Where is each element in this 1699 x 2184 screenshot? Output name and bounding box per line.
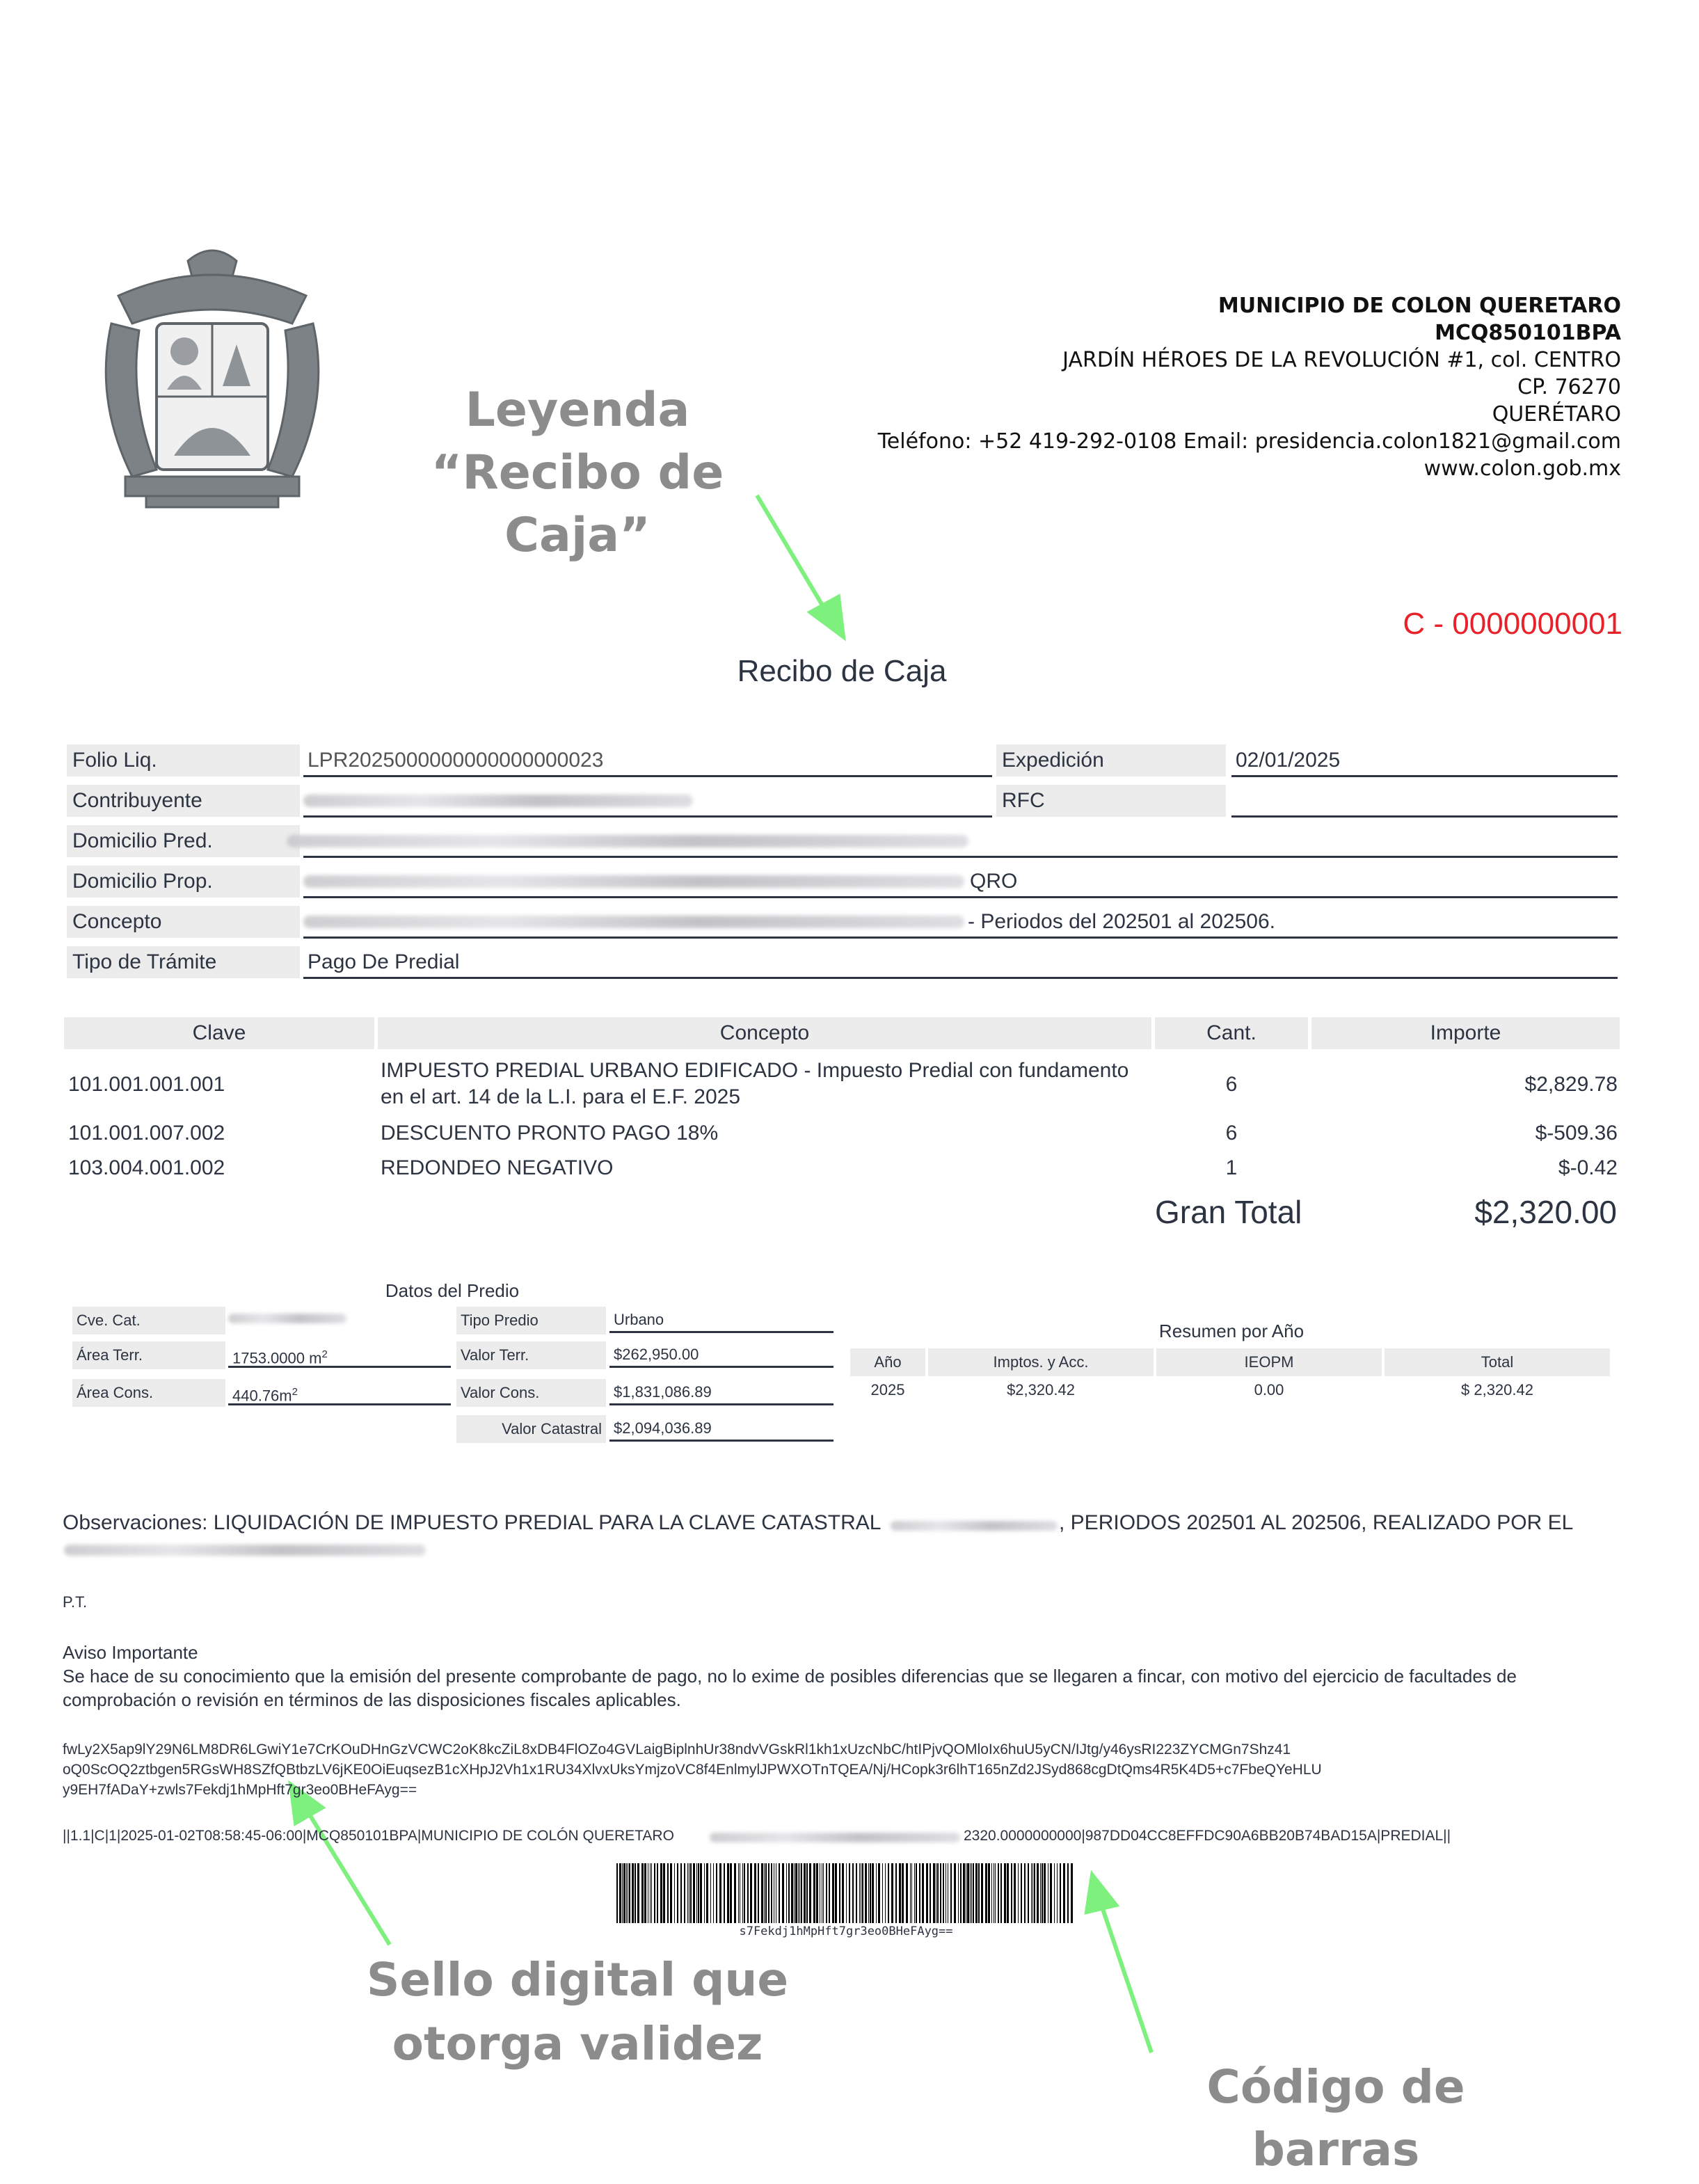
barcode-bar — [1034, 1863, 1035, 1923]
rfc-label: RFC — [996, 785, 1226, 817]
barcode-bar — [670, 1863, 672, 1923]
org-contact: Teléfono: +52 419-292-0108 Email: presidencia.colon1821@gmail.com — [877, 429, 1621, 454]
annotation-seal-line2: otorga validez — [392, 2017, 763, 2071]
barcode-bar — [975, 1863, 978, 1923]
domicilio-prop-value-field — [303, 866, 1618, 898]
contribuyente-label: Contribuyente — [67, 785, 300, 817]
aviso-line1: Se hace de su conocimiento que la emisión del presente comprobante de pago, no lo exime de posibles diferencias que se llegaren a fincar, con motivo del ejercicio de facultades de — [63, 1666, 1517, 1687]
barcode-bar — [761, 1863, 763, 1923]
barcode-bar — [1031, 1863, 1032, 1923]
barcode-bar — [734, 1863, 736, 1923]
grand-total-label: Gran Total — [1155, 1194, 1302, 1230]
barcode-bar — [750, 1863, 752, 1923]
barcode-bar — [660, 1863, 662, 1923]
grand-total-value: $2,320.00 — [1474, 1194, 1617, 1230]
barcode-bar — [674, 1863, 675, 1923]
barcode-bar — [754, 1863, 756, 1923]
barcode-bar — [698, 1863, 699, 1923]
resumen-imptos: $2,320.42 — [1007, 1381, 1075, 1398]
cve-cat-redacted — [228, 1314, 346, 1323]
barcode-bar — [700, 1863, 702, 1923]
expedicion-value-field — [1231, 744, 1618, 777]
barcode-bar — [1071, 1863, 1073, 1923]
original-chain-end: 2320.0000000000|987DD04CC8EFFDC90A6BB20B74BAD15A|PREDIAL|| — [964, 1828, 1451, 1844]
barcode-bar — [985, 1863, 987, 1923]
barcode-bar — [1067, 1863, 1069, 1923]
digital-seal-line1: fwLy2X5ap9lY29N6LM8DR6LGwiY1e7CrKOuDHnGzVCWC2oK8kcZiL8xDB4FlOZo4GVLaigBiplnhUr38ndvVGskRl1kh1xUzcNbC/htIPjvQOMloIx6huU5yCN/IJtg/y46ysRI223ZYCMGn7Shz41 — [63, 1741, 1291, 1757]
barcode-bar — [1004, 1863, 1006, 1923]
folio-liq-value: LPR2025000000000000000023 — [308, 749, 604, 772]
annotation-barcode: Código de barras — [1206, 2060, 1465, 2176]
annotation-legend-line1: Leyenda — [465, 383, 690, 438]
barcode-bar — [619, 1863, 621, 1923]
barcode-bar — [786, 1863, 787, 1923]
barcode-bar — [872, 1863, 874, 1923]
barcode-bar — [626, 1863, 627, 1923]
row1-clave: 101.001.001.001 — [68, 1073, 225, 1096]
barcode-bar — [1050, 1863, 1052, 1923]
cve-cat-value-field — [228, 1307, 451, 1334]
rfc-value-field — [1231, 785, 1618, 818]
barcode-bar — [902, 1863, 904, 1923]
tipo-predio-label: Tipo Predio — [456, 1307, 606, 1334]
receipt-folio-number: C - 0000000001 — [1403, 607, 1622, 641]
barcode-bar — [696, 1863, 697, 1923]
barcode-bar — [799, 1863, 800, 1923]
barcode-bar — [657, 1863, 658, 1923]
concepto-label: Concepto — [67, 906, 300, 938]
org-name: MUNICIPIO DE COLON QUERETARO — [1218, 294, 1621, 318]
barcode-bar — [693, 1863, 695, 1923]
domicilio-pred-redacted — [287, 835, 968, 847]
barcode-bar — [1040, 1863, 1041, 1923]
barcode-bar — [998, 1863, 999, 1923]
barcode-bar — [806, 1863, 808, 1923]
barcode-bar — [940, 1863, 941, 1923]
barcode-bar — [937, 1863, 939, 1923]
barcode-arrow-head — [1087, 1875, 1116, 1912]
barcode-bar — [1057, 1863, 1058, 1923]
barcode-bar — [973, 1863, 974, 1923]
barcode-bar — [826, 1863, 827, 1923]
barcode-bar — [906, 1863, 908, 1923]
barcode-bar — [713, 1863, 714, 1923]
barcode-bar — [724, 1863, 725, 1923]
barcode-bar — [842, 1863, 844, 1923]
row3-concepto: REDONDEO NEGATIVO — [381, 1156, 614, 1179]
barcode-bar — [768, 1863, 769, 1923]
org-postal-code: CP. 76270 — [1517, 375, 1621, 399]
cve-cat-label: Cve. Cat. — [72, 1307, 225, 1334]
digital-seal — [63, 1739, 1663, 1800]
barcode-bar — [684, 1863, 685, 1923]
row1-cant: 6 — [1225, 1073, 1238, 1096]
row1-concepto — [381, 1058, 1146, 1110]
barcode-bar — [687, 1863, 688, 1923]
barcode-bar — [635, 1863, 636, 1923]
barcode-bar — [914, 1863, 915, 1923]
row1-concepto-line2: en el art. 14 de la L.I. para el E.F. 2025 — [381, 1085, 741, 1108]
valor-terr-value: $262,950.00 — [609, 1341, 833, 1368]
barcode-bar — [798, 1863, 799, 1923]
barcode-bar — [911, 1863, 912, 1923]
tipo-tramite-value-field — [303, 946, 1618, 979]
domicilio-prop-label: Domicilio Prop. — [67, 866, 300, 898]
observaciones-text-start: Observaciones: LIQUIDACIÓN DE IMPUESTO PREDIAL PARA LA CLAVE CATASTRAL — [63, 1511, 882, 1534]
barcode-bar — [1060, 1863, 1061, 1923]
area-terr-label: Área Terr. — [72, 1341, 225, 1369]
valor-catastral-label: Valor Catastral — [456, 1415, 606, 1443]
barcode-bar — [991, 1863, 992, 1923]
barcode-bar — [823, 1863, 824, 1923]
expedicion-value: 02/01/2025 — [1236, 749, 1341, 772]
annotation-seal — [362, 1948, 793, 2076]
annotation-legend-line2: “Recibo de Caja” — [431, 445, 724, 563]
barcode-bar — [641, 1863, 644, 1923]
barcode-bar — [950, 1863, 952, 1923]
barcode-bar — [764, 1863, 765, 1923]
row2-clave: 101.001.007.002 — [68, 1122, 225, 1145]
barcode-bar — [960, 1863, 962, 1923]
barcode-bar — [919, 1863, 920, 1923]
barcode-bar — [650, 1863, 651, 1923]
table-header-importe: Importe — [1311, 1017, 1620, 1049]
original-chain-start: ||1.1|C|1|2025-01-02T08:58:45-06:00|MCQ850101BPA|MUNICIPIO DE COLÓN QUERETARO — [63, 1828, 674, 1844]
barcode-bar — [1024, 1863, 1026, 1923]
domicilio-pred-label: Domicilio Pred. — [67, 825, 300, 857]
barcode-bar — [742, 1863, 743, 1923]
contribuyente-redacted — [303, 795, 693, 807]
barcode-bar — [839, 1863, 840, 1923]
barcode-bar — [916, 1863, 917, 1923]
barcode-bar — [859, 1863, 860, 1923]
barcode-bar — [835, 1863, 837, 1923]
org-website[interactable]: www.colon.gob.mx — [1423, 456, 1621, 481]
row2-importe: $-509.36 — [1535, 1122, 1618, 1145]
resumen-header-imptos: Imptos. y Acc. — [928, 1348, 1154, 1376]
digital-seal-line3: y9EH7fADaY+zwls7Fekdj1hMpHft7gr3eo0BHeFAyg== — [63, 1782, 417, 1798]
table-header-concepto: Concepto — [378, 1017, 1151, 1049]
barcode-bar — [1014, 1863, 1016, 1923]
barcode-bar — [795, 1863, 797, 1923]
barcode-bar — [801, 1863, 802, 1923]
barcode-bar — [677, 1863, 678, 1923]
barcode-bar — [846, 1863, 847, 1923]
barcode-bar — [933, 1863, 935, 1923]
barcode-bar — [758, 1863, 759, 1923]
area-terr-unit-sup: 2 — [321, 1348, 328, 1360]
barcode-bar — [930, 1863, 931, 1923]
barcode-bar — [865, 1863, 867, 1923]
barcode-bar — [727, 1863, 729, 1923]
barcode-bar — [958, 1863, 959, 1923]
barcode-bar — [978, 1863, 980, 1923]
barcode-text: s7Fekdj1hMpHft7gr3eo0BHeFAyg== — [739, 1924, 953, 1938]
resumen-header-total: Total — [1385, 1348, 1610, 1376]
concepto-redacted — [303, 916, 964, 928]
barcode-bar — [1007, 1863, 1009, 1923]
barcode-bar — [832, 1863, 834, 1923]
barcode-bar — [813, 1863, 815, 1923]
valor-cons-label: Valor Cons. — [456, 1379, 606, 1407]
aviso-line2: comprobación o revisión en términos de las disposiciones fiscales aplicables. — [63, 1689, 681, 1710]
aviso-title: Aviso Importante — [63, 1642, 198, 1663]
table-header-clave: Clave — [64, 1017, 374, 1049]
barcode-bar — [1044, 1863, 1046, 1923]
barcode-bar — [809, 1863, 811, 1923]
expedicion-label: Expedición — [996, 744, 1226, 776]
legend-arrow-head — [811, 597, 843, 637]
row1-concepto-line1: IMPUESTO PREDIAL URBANO EDIFICADO - Impuesto Predial con fundamento — [381, 1059, 1129, 1082]
observaciones-author-redacted — [64, 1545, 426, 1556]
barcode-bar — [1063, 1863, 1065, 1923]
resumen-header-anio: Año — [850, 1348, 925, 1376]
barcode-bar — [690, 1863, 692, 1923]
area-terr-value-field — [228, 1341, 451, 1368]
barcode-bar — [981, 1863, 983, 1923]
barcode-bar — [849, 1863, 850, 1923]
barcode-bar — [782, 1863, 784, 1923]
barcode-bar — [888, 1863, 889, 1923]
area-cons-value: 440.76m — [232, 1387, 292, 1405]
digital-seal-line2: oQ0ScOQ2ztbgen5RGsWH8SZfQBtbzLV6jKE0OiEuqsezB1cXHpJ2Vh1x1RU34XlvxUksYmjzoVC8f4EnlmylJPWXOTnTQEA/Nj/HCopk3r6lhT165nZd2JSyd868cgDtQms4R5K4D5+c7FbeQYeHLU — [63, 1762, 1322, 1778]
barcode-bar — [943, 1863, 944, 1923]
row3-cant: 1 — [1225, 1156, 1238, 1179]
barcode-bar — [1018, 1863, 1019, 1923]
barcode-bar — [704, 1863, 705, 1923]
barcode-bar — [637, 1863, 639, 1923]
barcode-bar — [995, 1863, 996, 1923]
barcode-bar — [910, 1863, 911, 1923]
barcode-bar — [1021, 1863, 1022, 1923]
tipo-predio-value: Urbano — [609, 1307, 833, 1333]
folio-liq-value-field — [303, 744, 992, 777]
valor-catastral-value: $2,094,036.89 — [609, 1415, 833, 1442]
barcode-bar — [882, 1863, 883, 1923]
barcode-bar — [616, 1863, 618, 1923]
valor-terr-label: Valor Terr. — [456, 1341, 606, 1369]
resumen-anio: 2025 — [870, 1381, 905, 1398]
barcode-bar — [744, 1863, 745, 1923]
barcode-bar — [791, 1863, 793, 1923]
barcode-bar — [667, 1863, 669, 1923]
barcode-bar — [644, 1863, 646, 1923]
legend-arrow — [757, 495, 827, 612]
pt-initials: P.T. — [63, 1593, 88, 1611]
barcode-bar — [868, 1863, 869, 1923]
barcode-bar — [719, 1863, 721, 1923]
barcode-bar — [829, 1863, 830, 1923]
valor-cons-value: $1,831,086.89 — [609, 1379, 833, 1405]
concepto-tail: - Periodos del 202501 al 202506. — [968, 910, 1276, 933]
barcode-bar — [1011, 1863, 1012, 1923]
barcode-bar — [706, 1863, 708, 1923]
org-state: QUERÉTARO — [1492, 402, 1621, 427]
barcode-bar — [765, 1863, 767, 1923]
barcode-bar — [1032, 1863, 1033, 1923]
folio-liq-label: Folio Liq. — [67, 744, 300, 776]
barcode-bar — [1042, 1863, 1043, 1923]
barcode-image — [616, 1863, 1076, 1923]
barcode-bar — [680, 1863, 682, 1923]
observaciones-clave-redacted — [891, 1521, 1058, 1531]
barcode-bar — [967, 1863, 969, 1923]
concepto-value-field — [303, 906, 1618, 939]
resumen-ieopm: 0.00 — [1254, 1381, 1284, 1398]
annotation-seal-line1: Sello digital que — [366, 1953, 789, 2007]
tipo-tramite-label: Tipo de Trámite — [67, 946, 300, 978]
barcode-bar — [651, 1863, 652, 1923]
resumen-total: $ 2,320.42 — [1461, 1381, 1533, 1398]
barcode-bar — [970, 1863, 971, 1923]
barcode-bar — [710, 1863, 711, 1923]
receipt-title: Recibo de Caja — [737, 654, 947, 688]
barcode-bar — [629, 1863, 630, 1923]
barcode-bar — [771, 1863, 772, 1923]
original-chain-redacted — [710, 1833, 960, 1842]
barcode-bar — [747, 1863, 749, 1923]
barcode-bar — [623, 1863, 625, 1923]
barcode-bar — [954, 1863, 956, 1923]
barcode-bar — [1054, 1863, 1055, 1923]
barcode-bar — [622, 1863, 623, 1923]
barcode-bar — [988, 1863, 990, 1923]
barcode-bar — [1000, 1863, 1002, 1923]
barcode-bar — [632, 1863, 634, 1923]
row2-cant: 6 — [1225, 1122, 1238, 1145]
area-cons-label: Área Cons. — [72, 1379, 225, 1407]
barcode-bar — [891, 1863, 893, 1923]
area-cons-unit-sup: 2 — [292, 1386, 298, 1398]
barcode-bar — [963, 1863, 965, 1923]
barcode-bar — [922, 1863, 924, 1923]
barcode-bar — [862, 1863, 863, 1923]
barcode-bar — [852, 1863, 854, 1923]
barcode-bar — [885, 1863, 886, 1923]
org-address: JARDÍN HÉROES DE LA REVOLUCIÓN #1, col. CENTRO — [1062, 348, 1621, 372]
barcode-bar — [971, 1863, 972, 1923]
barcode-bar — [870, 1863, 871, 1923]
barcode-bar — [779, 1863, 780, 1923]
barcode-bar — [730, 1863, 732, 1923]
barcode-bar — [1028, 1863, 1029, 1923]
observaciones-text-end: , PERIODOS 202501 AL 202506, REALIZADO POR EL — [1059, 1511, 1574, 1534]
domicilio-pred-value-field — [303, 825, 1618, 858]
barcode-bar — [926, 1863, 928, 1923]
barcode-bar — [804, 1863, 806, 1923]
barcode-bar — [816, 1863, 818, 1923]
resumen-title: Resumen por Año — [1158, 1321, 1305, 1341]
barcode-bar — [856, 1863, 857, 1923]
barcode-bar — [794, 1863, 795, 1923]
tipo-tramite-value: Pago De Predial — [308, 950, 460, 973]
barcode-bar — [788, 1863, 790, 1923]
barcode-bar — [1037, 1863, 1039, 1923]
barcode-bar — [876, 1863, 877, 1923]
barcode-bar — [716, 1863, 717, 1923]
barcode-bar — [654, 1863, 655, 1923]
row3-importe: $-0.42 — [1558, 1156, 1618, 1179]
barcode-bar — [899, 1863, 901, 1923]
org-rfc: MCQ850101BPA — [1435, 321, 1621, 345]
contribuyente-value-field — [303, 785, 992, 818]
area-terr-value: 1753.0000 m — [232, 1349, 322, 1367]
row1-importe: $2,829.78 — [1524, 1073, 1618, 1096]
domicilio-prop-redacted — [303, 875, 964, 888]
barcode-arrow — [1101, 1903, 1151, 2053]
barcode-bar — [663, 1863, 665, 1923]
area-cons-value-field — [228, 1379, 451, 1405]
barcode-bar — [895, 1863, 897, 1923]
domicilio-prop-tail: QRO — [970, 870, 1018, 893]
row3-clave: 103.004.001.002 — [68, 1156, 225, 1179]
row2-concepto: DESCUENTO PRONTO PAGO 18% — [381, 1122, 719, 1145]
table-header-cant: Cant. — [1155, 1017, 1308, 1049]
predio-title: Datos del Predio — [385, 1280, 520, 1301]
resumen-header-ieopm: IEOPM — [1156, 1348, 1382, 1376]
barcode-bar — [878, 1863, 880, 1923]
barcode-bar — [738, 1863, 739, 1923]
